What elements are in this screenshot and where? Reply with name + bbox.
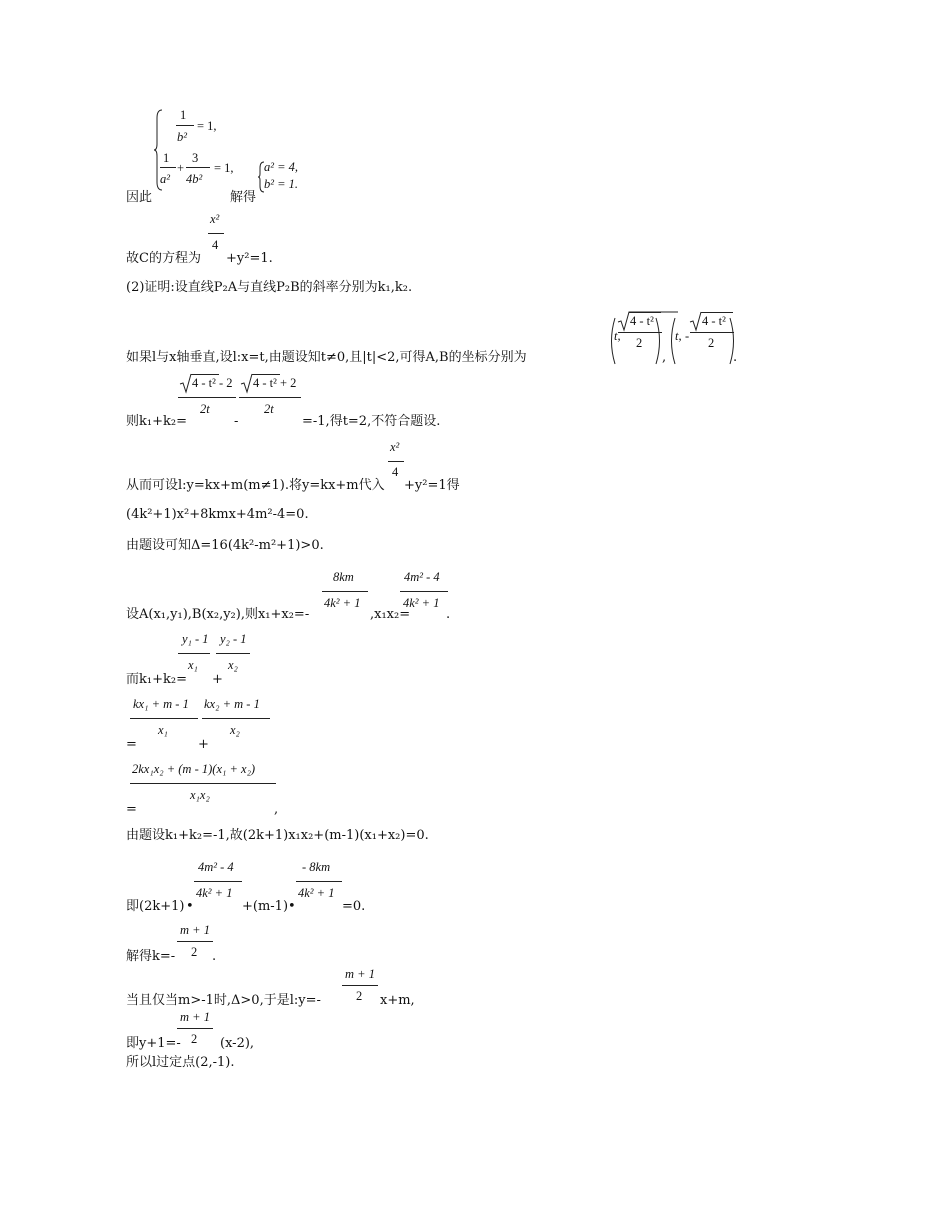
frac-num: m + 1 (180, 923, 210, 937)
frac-bar (216, 653, 250, 654)
frac-1-den: b² (177, 130, 187, 144)
period: . (212, 949, 217, 964)
text-k-sum: 则k₁+k₂= (126, 414, 187, 429)
eq-one: = 1, (214, 161, 234, 175)
sqrt-bar (701, 312, 733, 313)
dot-operator: • (186, 899, 194, 914)
frac-bar (296, 881, 342, 882)
text-k-solution: 解得k=- (126, 949, 176, 964)
frac-num: y₁ - 1 (182, 632, 209, 646)
frac-x2-num: x² (390, 440, 400, 454)
frac-bar (690, 332, 734, 333)
text-equation-c: 故C的方程为 (126, 251, 201, 266)
text-not-valid: =-1,得t=2,不符合题设. (302, 414, 441, 429)
frac-2-num: 1 (163, 151, 170, 165)
text-quadratic: (4k²+1)x²+8kmx+4m²-4=0. (126, 507, 309, 522)
frac-bar (400, 591, 448, 592)
frac-bar (194, 881, 242, 882)
text-set-line: 从而可设l:y=kx+m(m≠1).将y=kx+m代入 (126, 478, 385, 493)
sqrt-bar (191, 374, 219, 375)
frac-den: 4k² + 1 (324, 596, 361, 610)
frac-x2-num: x² (210, 212, 220, 226)
text-therefore: 因此 (126, 190, 153, 205)
frac-2-den: a² (160, 172, 170, 186)
frac-den: x₁x₂ (190, 788, 210, 802)
coord-t: t, (675, 329, 682, 343)
frac-2-den: 2 (356, 989, 363, 1003)
frac-bar (202, 718, 270, 719)
frac-bar (208, 233, 224, 234)
text-line-form: 当且仅当m>-1时,Δ>0,于是l:y=- (126, 993, 321, 1008)
frac-den: 2t (264, 402, 274, 416)
text-solve: 解得 (230, 190, 257, 205)
text-point-slope: 即y+1=- (126, 1036, 181, 1051)
text-vertical-case: 如果l与x轴垂直,设l:x=t,由题设知t≠0,且|t|<2,可得A,B的坐标分别为 (126, 350, 527, 365)
frac-den: 4k² + 1 (403, 596, 440, 610)
frac-bar (177, 1028, 213, 1029)
frac-bar (178, 397, 236, 398)
text-substitute-tail: =0. (342, 899, 366, 914)
frac-bar (388, 461, 404, 462)
frac-num: 2kx₁x₂ + (m - 1)(x₁ + x₂) (132, 762, 256, 776)
frac-bar (160, 167, 176, 168)
sqrt-4-t2: 4 - t² (630, 314, 654, 328)
equals-sign: = (126, 737, 137, 752)
sys-b2: b² = 1. (264, 177, 299, 191)
frac-den: 2t (200, 402, 210, 416)
text-vieta: 设A(x₁,y₁),B(x₂,y₂),则x₁+x₂=- (126, 607, 310, 622)
text-proof-intro: (2)证明:设直线P₂A与直线P₂B的斜率分别为k₁,k₂. (126, 280, 413, 295)
frac-num: - 8km (302, 860, 331, 874)
plus-sign: + (212, 672, 223, 687)
frac-1-num: 1 (180, 108, 187, 122)
frac-bar (130, 783, 276, 784)
frac-den: x₁ (158, 723, 168, 737)
frac-num: y₂ - 1 (220, 632, 247, 646)
plus-sign: + (198, 737, 209, 752)
frac-num: kx₂ + m - 1 (204, 697, 260, 711)
frac-bar (322, 591, 368, 592)
sqrt-bar (252, 374, 280, 375)
equals-sign: = (126, 802, 137, 817)
frac-den: x₂ (230, 723, 240, 737)
text-k-sum: 而k₁+k₂= (126, 672, 187, 687)
period: . (733, 350, 738, 365)
frac-4-den: 4 (212, 238, 219, 252)
dot-operator: • (288, 899, 296, 914)
sys-a2: a² = 4, (264, 160, 299, 174)
coord-t: t, (614, 329, 621, 343)
text-conclusion: 所以l过定点(2,-1). (126, 1055, 235, 1070)
frac-num: kx₁ + m - 1 (133, 697, 189, 711)
text-set-line-tail: +y²=1得 (404, 478, 460, 493)
frac-2-den: 2 (636, 336, 643, 350)
text-discriminant: 由题设可知Δ=16(4k²-m²+1)>0. (126, 538, 324, 553)
frac-2-den: 2 (191, 945, 198, 959)
frac-bar (186, 167, 210, 168)
frac-bar (176, 125, 194, 126)
frac-num: 4 - t² - 2 (192, 376, 233, 390)
frac-bar (342, 985, 378, 986)
frac-den: x₁ (188, 658, 198, 672)
comma: , (662, 350, 667, 365)
frac-den: 4k² + 1 (298, 886, 335, 900)
frac-2-den: 2 (708, 336, 715, 350)
frac-num: m + 1 (345, 967, 375, 981)
text-vieta-mid: ,x₁x₂= (370, 607, 411, 622)
eq-one: = 1, (197, 119, 217, 133)
sqrt-4-t2: 4 - t² (702, 314, 726, 328)
frac-num: m + 1 (180, 1010, 210, 1024)
text-line-form-tail: x+m, (380, 993, 415, 1008)
minus-sign: - (234, 414, 239, 429)
text-substitute: 即(2k+1) (126, 899, 185, 914)
frac-bar (130, 718, 198, 719)
plus-sign: + (177, 161, 185, 175)
frac-num: 8km (333, 570, 354, 584)
frac-4-den: 4 (392, 465, 399, 479)
text-equation-tail: +y²=1. (226, 251, 273, 266)
frac-den: x₂ (228, 658, 238, 672)
frac-num: 4m² - 4 (198, 860, 234, 874)
frac-3-den: 4b² (186, 172, 203, 186)
frac-3-num: 3 (192, 151, 199, 165)
text-substitute-mid: +(m-1) (242, 899, 289, 914)
text-condition: 由题设k₁+k₂=-1,故(2k+1)x₁x₂+(m-1)(x₁+x₂)=0. (126, 828, 429, 843)
sqrt-bar (629, 312, 661, 313)
frac-num: 4 - t² + 2 (253, 376, 297, 390)
frac-bar (239, 397, 301, 398)
period: . (446, 607, 451, 622)
frac-bar (178, 653, 210, 654)
frac-den: 4k² + 1 (196, 886, 233, 900)
frac-bar (177, 941, 213, 942)
frac-num: 4m² - 4 (404, 570, 440, 584)
comma: , (274, 802, 279, 817)
minus-sign: - (685, 329, 690, 343)
text-point-slope-tail: (x-2), (220, 1036, 255, 1051)
frac-2-den: 2 (191, 1032, 198, 1046)
